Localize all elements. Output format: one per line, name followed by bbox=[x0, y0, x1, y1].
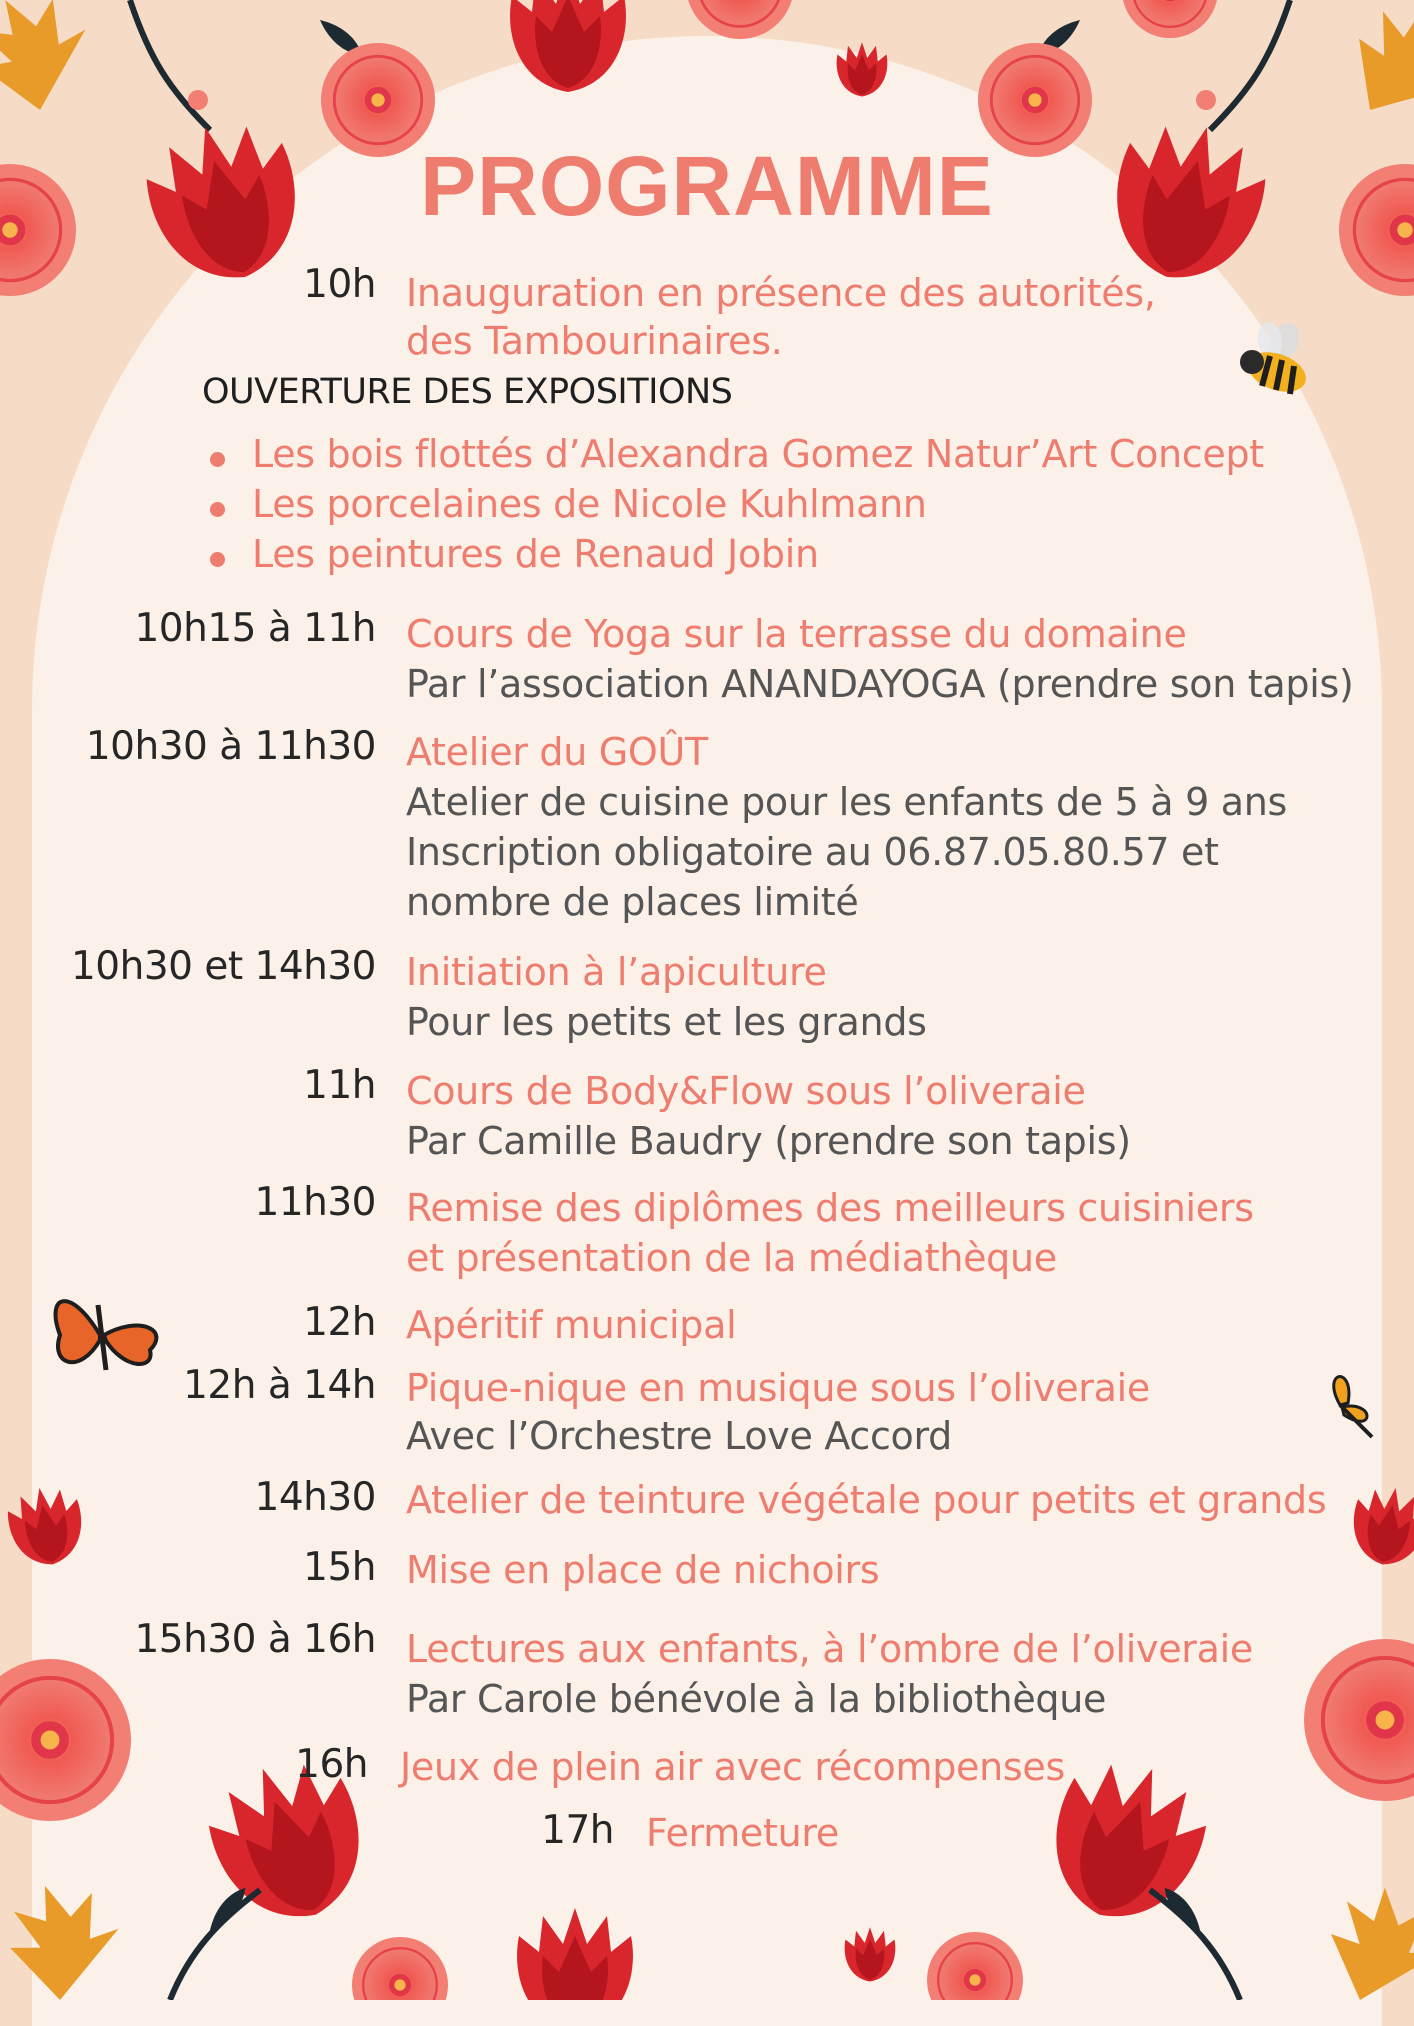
event-title: Inauguration en présence des autorités, bbox=[406, 271, 1156, 315]
event-title: Cours de Body&Flow sous l’oliveraie bbox=[406, 1069, 1086, 1113]
event-title: et présentation de la médiathèque bbox=[406, 1236, 1057, 1280]
event-detail: Par Camille Baudry (prendre son tapis) bbox=[406, 1119, 1131, 1163]
event-detail: nombre de places limité bbox=[406, 880, 859, 924]
expositions-heading: OUVERTURE DES EXPOSITIONS bbox=[202, 372, 733, 412]
event-title: Jeux de plein air avec récompenses bbox=[400, 1745, 1065, 1789]
event-title: Atelier du GOÛT bbox=[406, 730, 708, 774]
event-title: Fermeture bbox=[646, 1811, 839, 1855]
event-title: des Tambourinaires. bbox=[406, 319, 783, 363]
event-title: Initiation à l’apiculture bbox=[406, 950, 827, 994]
time-label: 12h à 14h bbox=[183, 1363, 376, 1408]
time-label: 10h bbox=[303, 262, 376, 307]
page-title: PROGRAMME bbox=[420, 139, 994, 233]
butterfly-icon bbox=[40, 1275, 170, 1395]
time-label: 10h30 à 11h30 bbox=[85, 724, 376, 769]
time-label: 10h15 à 11h bbox=[134, 606, 376, 651]
exposition-item: Les bois flottés d’Alexandra Gomez Natur’Art Concept bbox=[252, 432, 1264, 476]
event-detail: Par l’association ANANDAYOGA (prendre son tapis) bbox=[406, 662, 1354, 706]
time-label: 10h30 et 14h30 bbox=[70, 944, 376, 989]
event-title: Lectures aux enfants, à l’ombre de l’oliveraie bbox=[406, 1627, 1253, 1671]
event-title: Remise des diplômes des meilleurs cuisiniers bbox=[406, 1186, 1254, 1230]
bee-icon bbox=[1232, 320, 1322, 410]
time-label: 12h bbox=[303, 1300, 376, 1345]
butterfly-icon bbox=[1300, 1365, 1380, 1445]
time-label: 15h bbox=[303, 1545, 376, 1590]
event-detail: Avec l’Orchestre Love Accord bbox=[406, 1414, 952, 1458]
exposition-item: Les porcelaines de Nicole Kuhlmann bbox=[252, 482, 927, 526]
time-label: 17h bbox=[541, 1808, 614, 1853]
event-title: Mise en place de nichoirs bbox=[406, 1548, 880, 1592]
event-title: Atelier de teinture végétale pour petits et grands bbox=[406, 1478, 1327, 1522]
bullet-icon bbox=[210, 502, 225, 517]
event-detail: Atelier de cuisine pour les enfants de 5 à 9 ans bbox=[406, 780, 1287, 824]
event-title: Apéritif municipal bbox=[406, 1303, 737, 1347]
event-detail: Inscription obligatoire au 06.87.05.80.57 et bbox=[406, 830, 1219, 874]
bullet-icon bbox=[210, 552, 225, 567]
exposition-item: Les peintures de Renaud Jobin bbox=[252, 532, 819, 576]
event-detail: Pour les petits et les grands bbox=[406, 1000, 927, 1044]
time-label: 15h30 à 16h bbox=[134, 1617, 376, 1662]
event-detail: Par Carole bénévole à la bibliothèque bbox=[406, 1677, 1107, 1721]
time-label: 11h bbox=[303, 1063, 376, 1108]
time-label: 16h bbox=[295, 1742, 368, 1787]
event-title: Pique-nique en musique sous l’oliveraie bbox=[406, 1366, 1150, 1410]
time-label: 11h30 bbox=[254, 1180, 376, 1225]
event-title: Cours de Yoga sur la terrasse du domaine bbox=[406, 612, 1187, 656]
bullet-icon bbox=[210, 452, 225, 467]
time-label: 14h30 bbox=[254, 1475, 376, 1520]
